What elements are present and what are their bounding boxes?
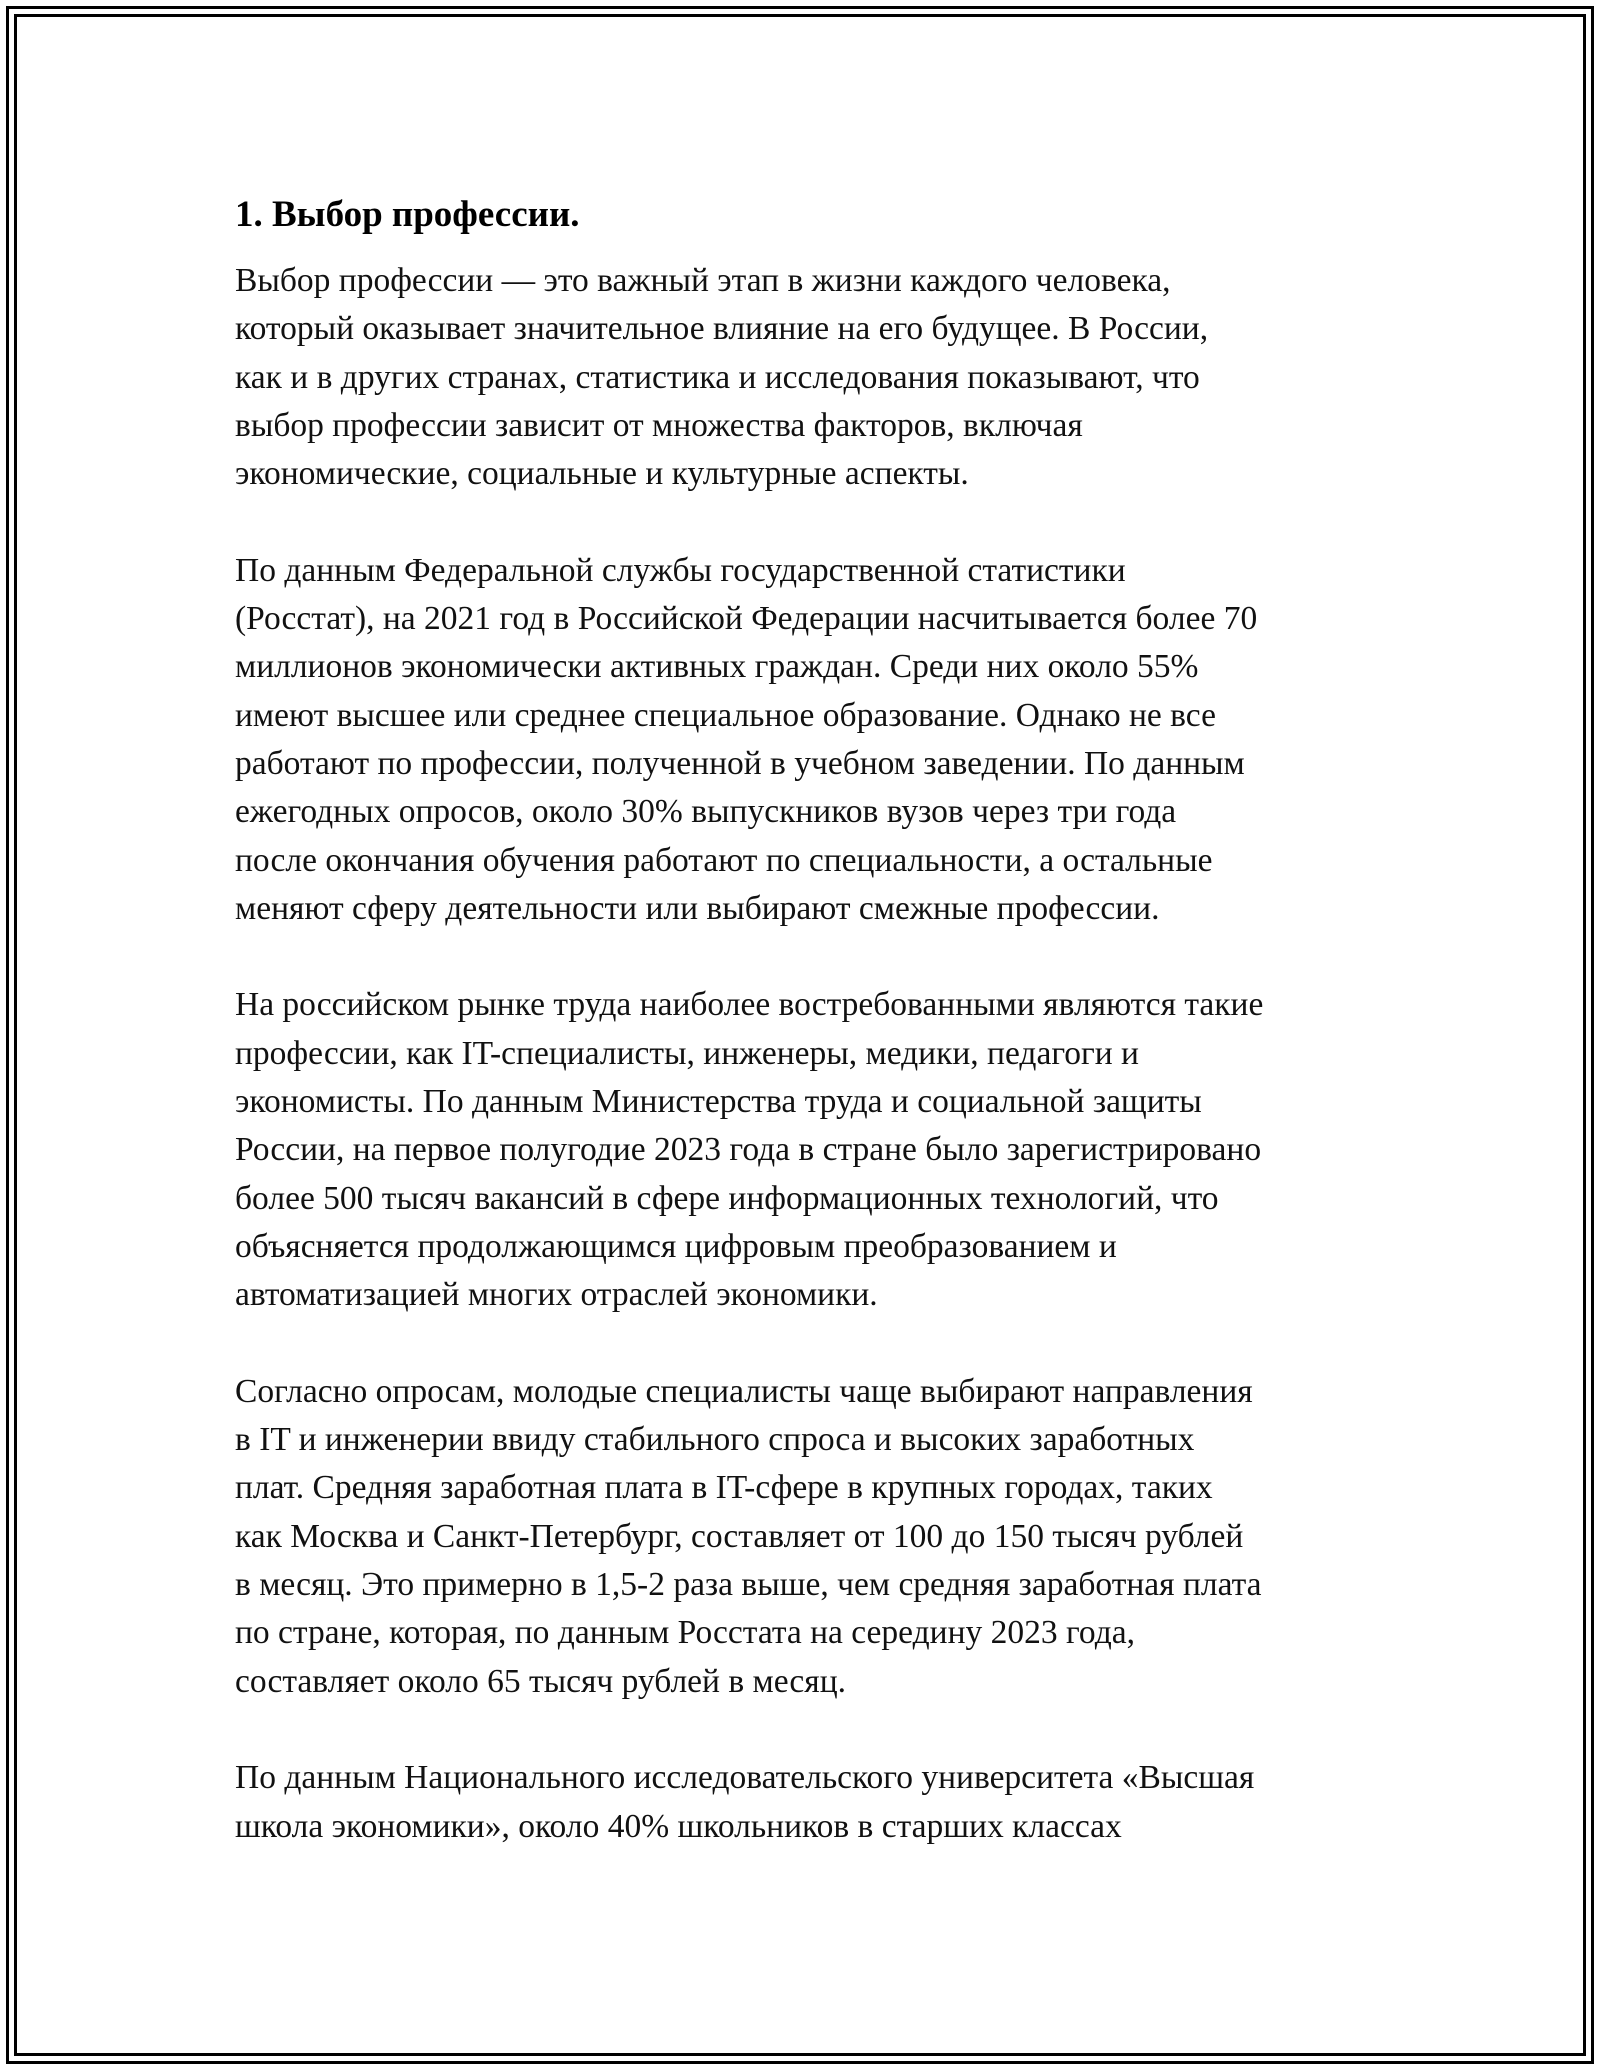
paragraph-intro: Выбор профессии — это важный этап в жизни каждого человека, который оказывает значительное влияние на его будущее. В России, как и в других странах, статистика и исследования показывают, что выбор профессии зависит от множества факторов, включая экономические, социальные и культурные аспекты. <box>235 262 1209 493</box>
paragraph-labor-market: На российском рынке труда наиболее востребованными являются такие профессии, как IT-специалисты, инженеры, медики, педагоги и экономисты. По данным Министерства труда и социальной защиты России, на первое полугодие 2023 года в стране было зарегистрировано более 500 тысяч вакансий в сфере информационных технологий, что объясняется продолжающимся цифровым преобразованием и автоматизацией многих отраслей экономики. <box>235 986 1264 1314</box>
paragraph-hse: По данным Национального исследовательского университета «Высшая школа экономики», около 40% школьников в старших классах <box>235 1759 1255 1845</box>
document-page <box>235 185 1375 1899</box>
section-heading: 1. Выбор профессии. <box>235 194 580 235</box>
paragraph-salaries: Согласно опросам, молодые специалисты чаще выбирают направления в IT и инженерии ввиду стабильного спроса и высоких заработных плат. Средняя заработная плата в IT-сфере в крупных городах, таких как Москва и Санкт-Петербург, составляет от 100 до 150 тысяч рублей в месяц. Это примерно в 1,5-2 раза выше, чем средняя заработная плата по стране, которая, по данным Росстата на середину 2023 года, составляет около 65 тысяч рублей в месяц. <box>235 1372 1262 1700</box>
paragraph-rosstat: По данным Федеральной службы государственной статистики (Росстат), на 2021 год в Российской Федерации насчитывается более 70 миллионов экономически активных граждан. Среди них около 55% имеют высшее или среднее специальное образование. Однако не все работают по профессии, полученной в учебном заведении. По данным ежегодных опросов, около 30% выпускников вузов через три года после окончания обучения работают по специальности, а остальные меняют сферу деятельности или выбирают смежные профессии. <box>235 551 1258 927</box>
